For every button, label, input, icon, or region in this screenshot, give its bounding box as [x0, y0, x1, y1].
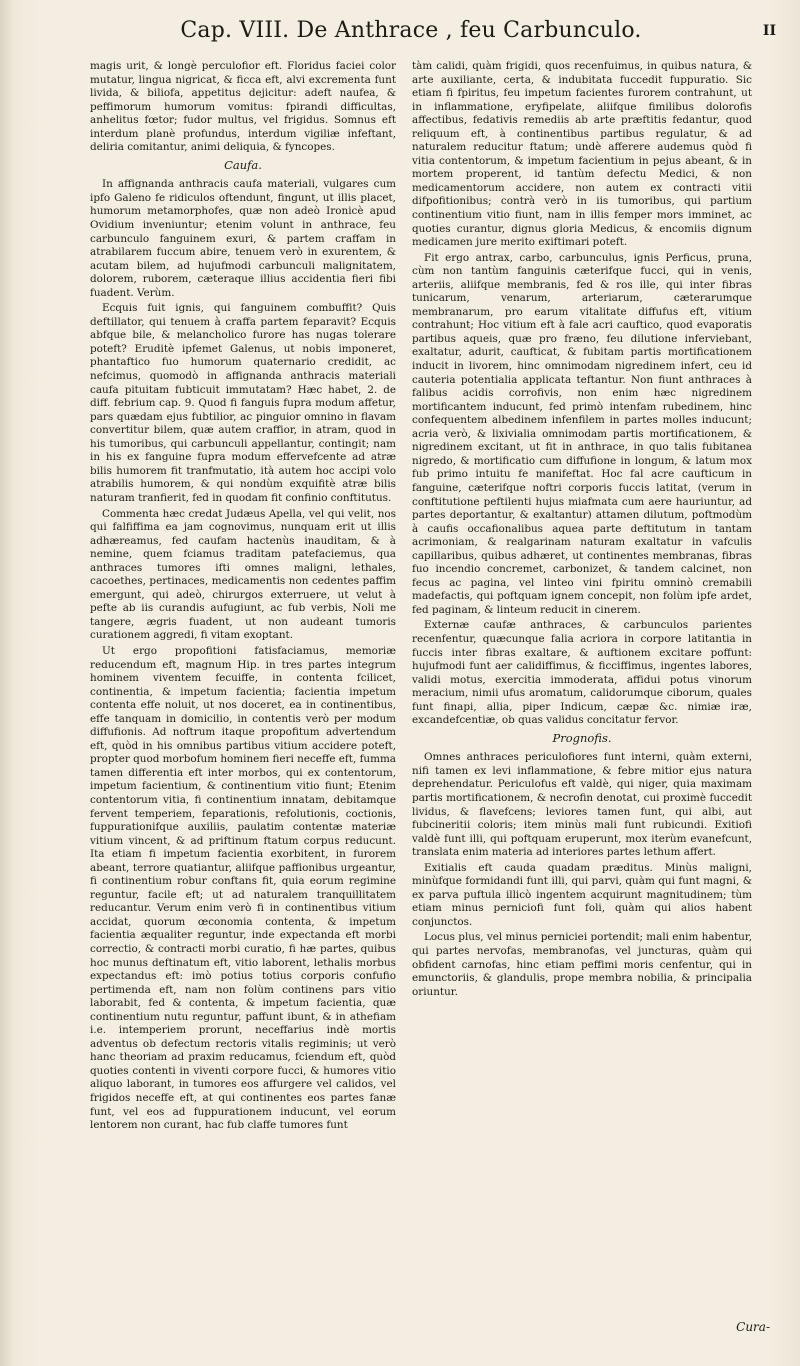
left-column [90, 60, 396, 1135]
paragraph: In affignanda anthracis caufa materiali, vulgares cum ipfo Galeno fe ridiculos oftendunt, fingunt, ut illis placet, humorum metamorphofes, quæ non adeò Ironicè apud Ovidium inveniuntur; etenim volunt in anthrace, feu carbunculo fanguinem exuri, & partem craffam in atrabilarem fuccum abire, tenuem verò in exurentem, & acutam bilem, ad hujufmodi carbunculi malignitatem, dolorem, ruborem, cæteraque illius accidentia fieri fibi fuadent. Verùm. [90, 178, 396, 299]
catchword: Cura- [736, 1320, 770, 1334]
section-heading-causa: Caufa. [224, 157, 262, 172]
paragraph: magis urit, & longè perculofior eft. Floridus faciei color mutatur, lingua nigricat, & ficca eft, alvi excrementa funt livida, & biliofa, appetitus dejicitur: adeft naufea, & peffimorum humorum vomitus: fpirandi difficultas, anhelitus fœtor; fudor multus, vel frigidus. Somnus eft interdum planè profundus, interdum vigiliæ infeftant, deliria comitantur, animi deliquia, & fyncopes. [90, 60, 396, 154]
paragraph: Exitialis eft cauda quadam præditus. Minùs maligni, minùfque formidandi funt illi, qui parvi, quàm qui funt magni, & ex parva puftula illicò ingentem acquirunt magnitudinem; tùm etiam minus perniciofi funt foli, quàm qui alios habent conjunctos. [412, 861, 752, 928]
section-heading-prognosis: Prognofis. [552, 730, 612, 745]
paragraph: tàm calidi, quàm frigidi, quos recenfuimus, in quibus natura, & arte auxiliante, certa, & indubitata fuccedit fuppuratio. Sic etiam fi fpiritus, feu impetum facientes furorem contrahunt, ut in inflammatione, eryfipelate, aliifque fimilibus dolorofis affectibus, fedativis remediis ab arte præftitis fedantur, quod reliquum eft, à continentibus partibus regulatur, & ad naturalem reducitur ftatum; undè afferere audemus quòd fi vitia contentorum, & impetum facientium in pejus abeant, & in mortem properent, id tantùm defectu Medici, & non medicamentorum accidere, non autem ex contracti vitii difpofitionibus; contrà verò in iis tumoribus, qui partium continentium vitio fiunt, nam in illis femper mors imminet, ac quoties curantur, dignus gloria Medicus, & encomiis dignum medicamen jure merito exiftimari poteft. [412, 60, 752, 249]
page-number: II [762, 23, 776, 39]
paragraph: Omnes anthraces periculofiores funt interni, quàm externi, nifi tamen ex levi inflammatione, & febre mitior ejus natura deprehendatur. Periculofus eft valdè, qui niger, quia maximam partis mortificationem, & necrofin denotat, cui proximè fuccedit lividus, & flavefcens; leviores tamen funt, qui albi, aut fubcineritii coloris; item minùs mali funt rubicundi. Exitiofi valdè funt illi, qui poftquam eruperunt, mox iterùm evanefcunt, translata enim materia ad interiores partes lethum affert. [412, 751, 752, 859]
paragraph: Ecquis fuit ignis, qui fanguinem combuffit? Quis deftillator, qui tenuem à craffa partem feparavit? Ecquis abfque bile, & melancholico furore has nugas tolerare poteft? Eruditè ipfemet Galenus, ut nobis imponeret, phantaftico fuo humorum quaternario credidit, ac nefcimus, quomodò in affignanda anthracis materiali caufa pituitam fubticuit immutatam? Hæc habet, 2. de diff. febrium cap. 9. Quod fi fanguis fupra modum affetur, pars quædam ejus fubtilior, ac pinguior omnino in flavam convertitur bilem, quæ autem craffior, in atram, quod in his tumoribus, qui carbunculi appellantur, contingit; nam in his ex fanguine fupra modum effervefcente ad atræ bilis humorem fit tranfmutatio, ità autem hoc accipi volo atrabilis humorem, & qui nondùm exquifitè atræ bilis naturam tranfierit, fed in quodam fit confinio conftitutus. [90, 302, 396, 504]
paragraph: Commenta hæc credat Judæus Apella, vel qui velit, nos qui falfiffima ea jam cognovimus, nunquam erit ut illis adhæreamus, fed caufam hactenùs inauditam, & à nemine, quem fciamus traditam patefaciemus, qua anthraces tumores ifti omnes maligni, lethales, cacoethes, pertinaces, medicamentis non cedentes paffim emergunt, qui adeò, chirurgos exterruere, ut velut à pefte ab iis curandis aufugiunt, ac fub verbis, Noli me tangere, ægris fuadent, ut non audeant tumoris curationem aggredi, fi vitam exoptant. [90, 507, 396, 642]
paragraph: Ut ergo propofitioni fatisfaciamus, memoriæ reducendum eft, magnum Hip. in tres partes integrum hominem viventem fecuiffe, in contenta fcilicet, continentia, & impetum facientia; facientia impetum contenta effe noluit, ut nos doceret, ea in continentibus, effe tanquam in domicilio, in contentis verò per modum diffufionis. Ad noftrum itaque propofitum advertendum eft, quòd in his omnibus partibus vitium accidere poteft, propter quod morbofum hominem fieri neceffe eft, fumma tamen differentia eft inter morbos, qui ex contentorum, impetum facientium, & continentium vitio fiunt; Etenim contentorum vitia, fi continentium innatam, debitamque fervent temperiem, feparationis, refolutionis, coctionis, fuppurationifque auxiliis, paulatim contentæ materiæ vitium vincent, & ad priftinum ftatum corpus reducunt. Ita etiam fi impetum facientia exorbitent, in furorem abeant, terrore quatiantur, aliifque paffionibus urgeantur, fi continentium robur conftans fit, quia eorum regimine reguntur, facile eft; ut ad naturalem tranquillitatem reducantur. Verum enim verò fi in continentibus vitium accidat, quorum œconomia contenta, & impetum facientia æqualiter reguntur, inde expectanda eft morbi correctio, & contracti morbi curatio, fi hæ partes, quibus hoc munus deftinatum eft, vitio laborent, lethalis morbus expectandus eft: imò potius totius corporis confufio pertimenda eft, nam non folùm continens pars vitio laborabit, fed & contenta, & impetum facientia, quæ continentium nutu reguntur, paffunt ibunt, & in athefiam i.e. intemperiem prorunt, neceffarius indè mortis adventus ob defectum rectoris vitalis regiminis; ut verò hanc theoriam ad praxim reducamus, fciendum eft, quòd quoties contenti in viventi corpore fucci, & humores vitio aliquo laborant, in tumores eos affurgere vel calidos, vel frigidos neceffe eft, at qui continentes eos partes fanæ funt, vel eos ad fuppurationem inducunt, vel eorum lentorem non curant, hac fub claffe tumores funt [90, 644, 397, 1132]
paragraph: Locus plus, vel minus perniciei portendit; mali enim habentur, qui partes nervofas, membranofas, vel juncturas, quàm qui obfident carnofas, hinc etiam peffimi moris cenfentur, qui in emunctoriis, & glandulis, prope membra nobilia, & principalia oriuntur. [412, 931, 752, 998]
paragraph: Fit ergo antrax, carbo, carbunculus, ignis Perficus, pruna, cùm non tantùm fanguinis cæterifque fucci, qui in venis, arteriis, aliifque membranis, fed & ros ille, qui inter fibras tunicarum, venarum, arteriarum, cæterarumque membranarum, pro earum vitalitate diffufus eft, vitium contrahunt; Hoc vitium eft à fale acri cauftico, quod evaporatis partibus aqueis, quæ pro fræno, feu dilutione inferviebant, exaltatur, adurit, caufticat, & fubitam partis mortificationem inducit in livorem, hinc omnimodam nigredinem infert, ceu id cauteria potentialia applicata teftantur. Non fiunt anthraces à falibus acidis corrofivis, non enim hæc nigredinem mortificantem inducunt, fed primò intenfam rubedinem, hinc confequentem albedinem infenfilem in partes molles inducunt; acria verò, & lixivialia omnimodam partis mortificationem, & nigredinem excitant, ut fit in anthrace, in quo talis fubitanea nigredo, & mortificatio cum diffufione in longum, & latum mox fub primo intuitu fe manifeftat. Hoc fal acre caufticum in fanguine, cæterifque noftri corporis fuccis latitat, (verum in conftitutione peftilenti hujus miafmata cum aere hauriuntur, ad partes deportantur, & exaltantur) attamen dilutum, poftmodùm à caufis occafionalibus aquea parte deftitutum in tantam acrimoniam, & realgarinam naturam exaltatur in vafculis capillaribus, quibus adhæret, ut continentes membranas, fibras fuo incendio concremet, carbonizet, & tandem calcinet, non fecus ac pagina, vel linteo vini fpiritu omninò cremabili madefactis, qui poftquam ignem concepit, non folùm ipfe ardet, fed paginam, & linteum reducit in cinerem. [412, 251, 752, 616]
page-title: Cap. VIII. De Anthrace , feu Carbunculo. [180, 18, 642, 43]
running-header [86, 18, 776, 54]
paragraph: Externæ caufæ anthraces, & carbunculos parientes recenfentur, quæcunque falia acriora in corpore latitantia in fuccis inter fibras exaltare, & auftionem excitare poffunt: hujufmodi funt aer calidiffimus, & ficciffimus, ingentes labores, validi motus, exercitia immoderata, affidui potus vinorum meracium, nimii ufus aromatum, calidorumque ciborum, quales funt finapi, allia, piper Indicum, cæpæ &c. nimiæ iræ, excandefcentiæ, ob quas validus concitatur fervor. [412, 619, 752, 727]
right-column [412, 60, 752, 1001]
